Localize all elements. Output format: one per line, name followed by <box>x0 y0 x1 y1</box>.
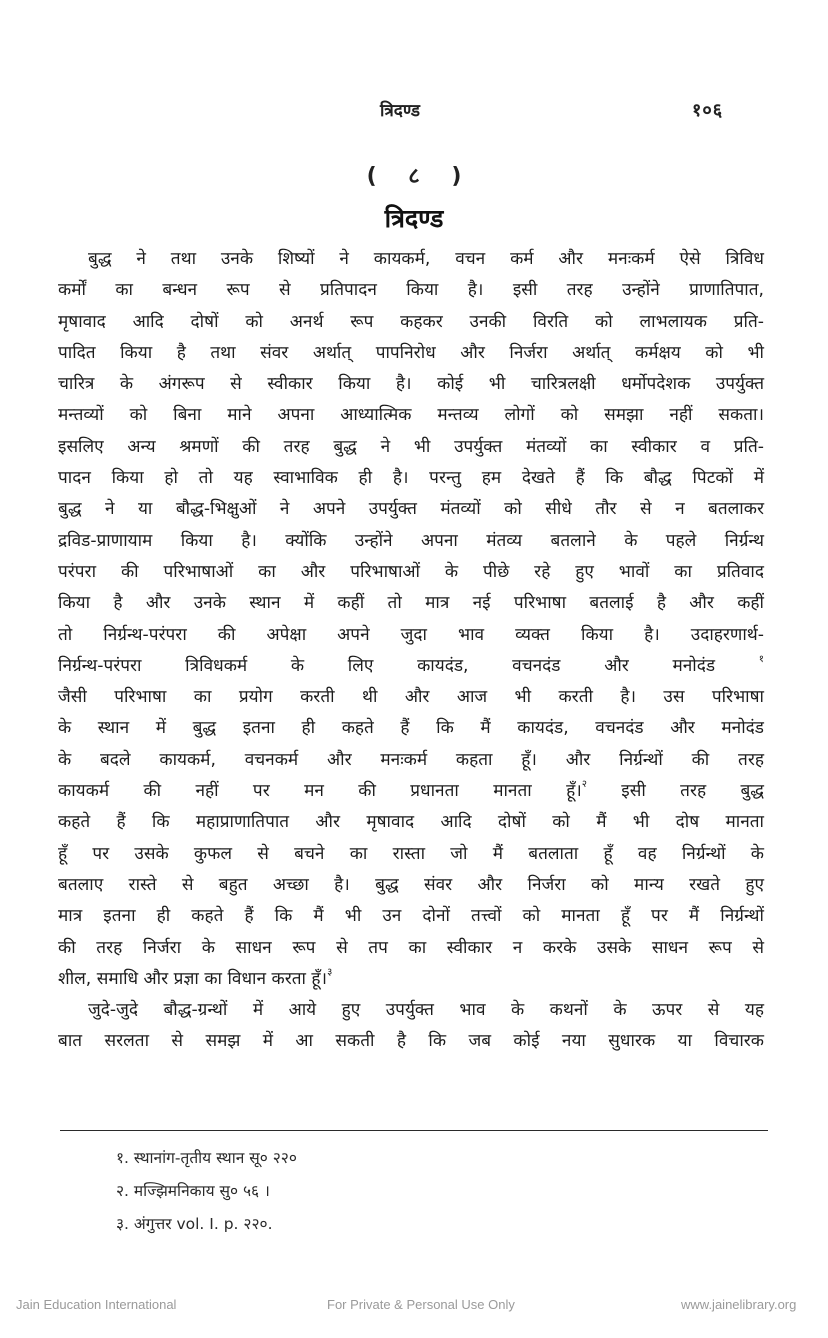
paragraph-line: चारित्र के अंगरूप से स्वीकार किया है। कोई भी चारित्रलक्षी धर्मोपदेशक उपर्युक्त <box>58 374 764 395</box>
paragraph-line: जुदे-जुदे बौद्ध-ग्रन्थों में आये हुए उपर्युक्त भाव के कथनों के ऊपर से यह <box>88 1000 764 1021</box>
body-text <box>58 244 764 1058</box>
paragraph-line: बतलाए रास्ते से बहुत अच्छा है। बुद्ध संवर और निर्जरा को मान्य रखते हुए <box>58 874 764 895</box>
watermark-publisher: Jain Education International <box>16 1297 177 1312</box>
paragraph-line: के बदले कायकर्म, वचनकर्म और मनःकर्म कहता हूँ। और निर्ग्रन्थों की तरह <box>58 749 764 770</box>
footnote-1: १. स्थानांग-तृतीय स्थान सू० २२० <box>116 1149 297 1167</box>
paragraph-line: पादन किया हो तो यह स्वाभाविक ही है। परन्तु हम देखते हैं कि बौद्ध पिटकों में <box>58 468 764 489</box>
watermark-website-link[interactable]: www.jainelibrary.org <box>681 1297 797 1312</box>
paragraph-line: कर्मों का बन्धन रूप से प्रतिपादन किया है। इसी तरह उन्होंने प्राणातिपात, <box>58 280 764 301</box>
running-title: त्रिदण्ड <box>380 101 420 121</box>
paragraph-line-with-footnote <box>58 964 764 995</box>
paragraph-line: बुद्ध ने या बौद्ध-भिक्षुओं ने अपने उपर्युक्त मंतव्यों को सीधे तौर से न बतलाकर <box>58 499 764 520</box>
paragraph-line-with-footnote <box>58 651 764 682</box>
chapter-title: त्रिदण्ड <box>384 204 444 233</box>
paragraph-line-with-footnote <box>58 776 764 807</box>
paragraph-line: तो निर्ग्रन्थ-परंपरा की अपेक्षा अपने जुदा भाव व्यक्त किया है। उदाहरणार्थ- <box>58 624 764 645</box>
line-text-tail: इसी तरह बुद्ध <box>621 781 764 802</box>
watermark-usage-notice: For Private & Personal Use Only <box>327 1297 515 1312</box>
footnote-ref-3[interactable]: ३ <box>327 966 333 978</box>
paragraph-line: के स्थान में बुद्ध इतना ही कहते हैं कि मैं कायदंड, वचनदंड और मनोदंड <box>58 718 764 739</box>
paragraph-line: हूँ पर उसके कुफल से बचने का रास्ता जो मैं बतलाता हूँ वह निर्ग्रन्थों के <box>58 843 764 864</box>
paragraph-line: परंपरा की परिभाषाओं का और परिभाषाओं के पीछे रहे हुए भावों का प्रतिवाद <box>58 561 764 582</box>
footnote-divider <box>60 1130 768 1131</box>
page-number: १०६ <box>692 100 724 121</box>
paragraph-line: की तरह निर्जरा के साधन रूप से तप का स्वीकार न करके उसके साधन रूप से <box>58 937 764 958</box>
paragraph-line: पादित किया है तथा संवर अर्थात् पापनिरोध और निर्जरा अर्थात् कर्मक्षय को भी <box>58 342 764 363</box>
chapter-number: ( ८ ) <box>366 164 474 189</box>
paragraph-line: इसलिए अन्य श्रमणों की तरह बुद्ध ने भी उपर्युक्त मंतव्यों का स्वीकार व प्रति- <box>58 436 764 457</box>
footnotes <box>116 1142 716 1241</box>
footnote-ref-1[interactable]: १ <box>758 653 764 665</box>
paragraph-line: बात सरलता से समझ में आ सकती है कि जब कोई नया सुधारक या विचारक <box>58 1031 764 1052</box>
paragraph-line: किया है और उनके स्थान में कहीं तो मात्र नई परिभाषा बतलाई है और कहीं <box>58 593 764 614</box>
paragraph-line: मृषावाद आदि दोषों को अनर्थ रूप कहकर उनकी विरति को लाभलायक प्रति- <box>58 311 764 332</box>
paragraph-line: मन्तव्यों को बिना माने अपना आध्यात्मिक मन्तव्य लोगों को समझा नहीं सकता। <box>58 405 764 426</box>
paragraph-line: बुद्ध ने तथा उनके शिष्यों ने कायकर्म, वचन कर्म और मनःकर्म ऐसे त्रिविध <box>88 249 764 269</box>
line-text: शील, समाधि और प्रज्ञा का विधान करता हूँ। <box>58 968 328 989</box>
footnote-ref-2[interactable]: २ <box>581 779 587 791</box>
footnote-3: ३. अंगुत्तर vol. I. p. २२०. <box>116 1215 273 1233</box>
paragraph-line: जैसी परिभाषा का प्रयोग करती थी और आज भी करती है। उस परिभाषा <box>58 687 764 708</box>
running-header <box>0 98 828 126</box>
line-text: कायकर्म की नहीं पर मन की प्रधानता मानता हूँ। <box>58 781 582 802</box>
paragraph-line: कहते हैं कि महाप्राणातिपात और मृषावाद आदि दोषों को मैं भी दोष मानता <box>58 812 764 833</box>
paragraph-line: मात्र इतना ही कहते हैं कि मैं भी उन दोनों तत्त्वों को मानता हूँ पर मैं निर्ग्रन्थों <box>58 906 764 927</box>
footnote-2: २. मज्झिमनिकाय सु० ५६ । <box>116 1182 270 1200</box>
line-text: निर्ग्रन्थ-परंपरा त्रिविधकर्म के लिए कायदंड, वचनदंड और मनोदंड <box>58 655 716 676</box>
paragraph-line: द्रविड-प्राणायाम किया है। क्योंकि उन्होंने अपना मंतव्य बतलाने के पहले निर्ग्रन्थ <box>58 530 764 551</box>
